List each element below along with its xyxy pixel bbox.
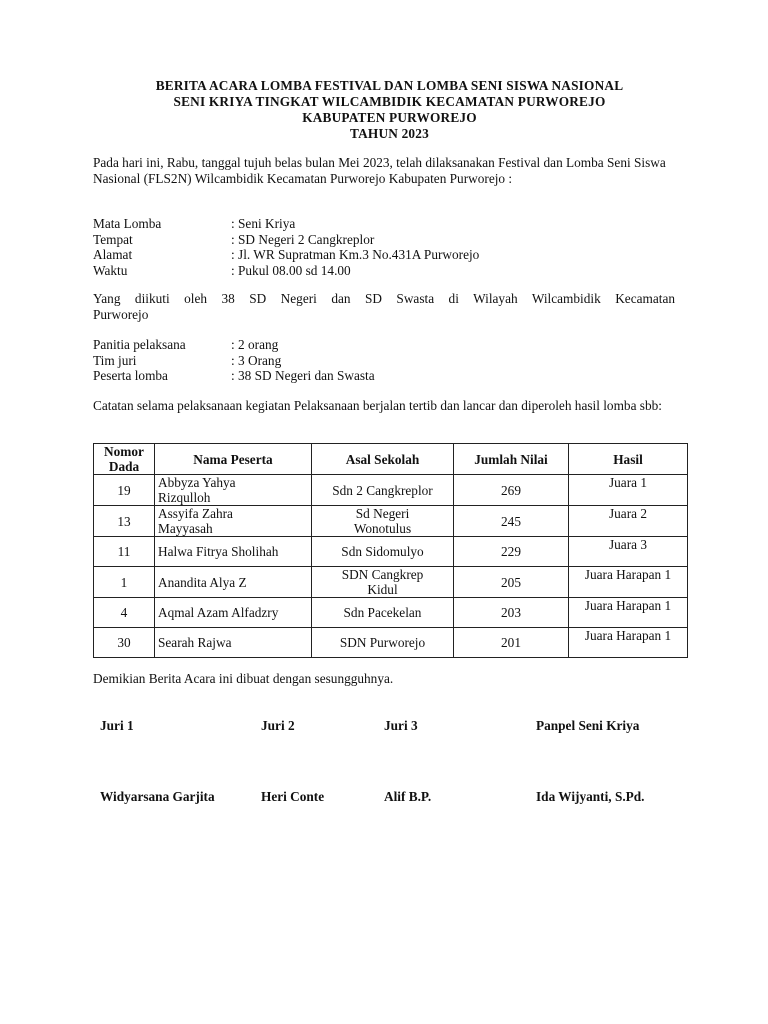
cell-hasil: Juara 1 xyxy=(569,475,688,506)
committee-row xyxy=(93,368,375,384)
cell-nama-line: Abbyza Yahya xyxy=(158,475,236,490)
cell-hasil: Juara Harapan 1 xyxy=(569,567,688,598)
cell-asal xyxy=(312,567,454,598)
cell-asal-line: Sd Negeri xyxy=(355,506,410,521)
header-nomor xyxy=(94,444,155,475)
cell-nomor: 4 xyxy=(94,598,155,628)
signature-name-juri-3: Alif B.P. xyxy=(384,789,432,804)
cell-nilai: 245 xyxy=(454,506,569,537)
cell-nama xyxy=(155,475,312,506)
table-row xyxy=(94,475,688,506)
committee-value: : 2 orang xyxy=(231,337,279,352)
cell-asal-line: SDN Purworejo xyxy=(339,635,426,650)
committee-key: Tim juri xyxy=(93,352,137,368)
closing-statement: Demikian Berita Acara ini dibuat dengan sesungguhnya. xyxy=(93,671,394,686)
table-row xyxy=(94,506,688,537)
table-row xyxy=(94,628,688,658)
cell-asal xyxy=(312,628,454,658)
committee-details xyxy=(93,337,375,384)
committee-value: : 3 Orang xyxy=(231,352,282,368)
cell-asal xyxy=(312,506,454,537)
cell-nama xyxy=(155,537,312,567)
cell-nomor: 30 xyxy=(94,628,155,658)
signature-name-panpel: Ida Wijyanti, S.Pd. xyxy=(536,789,645,804)
event-details xyxy=(93,216,479,278)
cell-nilai: 203 xyxy=(454,598,569,628)
cell-asal-line: Sdn Sidomulyo xyxy=(341,544,424,559)
cell-hasil: Juara Harapan 1 xyxy=(569,598,688,628)
detail-key: Tempat xyxy=(93,231,133,247)
signature-role-juri-3: Juri 3 xyxy=(384,718,418,733)
cell-hasil: Juara Harapan 1 xyxy=(569,628,688,658)
cell-asal-line: Sdn 2 Cangkreplor xyxy=(332,482,433,498)
cell-nama-line: Anandita Alya Z xyxy=(158,574,247,590)
cell-nilai: 205 xyxy=(454,567,569,598)
detail-value: : SD Negeri 2 Cangkreplor xyxy=(231,231,375,247)
signature-role-panpel: Panpel Seni Kriya xyxy=(536,718,640,733)
table-row xyxy=(94,598,688,628)
cell-nama-line: Aqmal Azam Alfadzry xyxy=(158,605,279,620)
cell-nama xyxy=(155,506,312,537)
cell-nomor: 19 xyxy=(94,475,155,506)
intro-paragraph: Pada hari ini, Rabu, tanggal tujuh belas bulan Mei 2023, telah dilaksanakan Festival dan Lomba Seni Siswa Nasional (FLS2N) Wilcambidik Kecamatan Purworejo Kabupaten Purworejo : xyxy=(93,155,666,186)
cell-nama-line: Rizqulloh xyxy=(158,490,211,505)
cell-asal-line: Sdn Pacekelan xyxy=(343,605,422,620)
committee-value: : 38 SD Negeri dan Swasta xyxy=(231,368,375,383)
committee-row xyxy=(93,353,375,369)
title-line: KABUPATEN PURWOREJO xyxy=(302,110,477,125)
cell-asal xyxy=(312,475,454,506)
signature-role-juri-1: Juri 1 xyxy=(100,718,134,733)
committee-key: Panitia pelaksana xyxy=(93,337,186,352)
title-line: SENI KRIYA TINGKAT WILCAMBIDIK KECAMATAN PURWOREJO xyxy=(173,94,606,109)
detail-value: : Pukul 08.00 sd 14.00 xyxy=(231,262,351,278)
cell-nilai: 201 xyxy=(454,628,569,658)
detail-key: Mata Lomba xyxy=(93,216,162,231)
results-table xyxy=(93,443,688,658)
detail-key: Waktu xyxy=(93,262,128,278)
cell-nama xyxy=(155,567,312,598)
table-row xyxy=(94,537,688,567)
header-hasil: Hasil xyxy=(569,444,688,475)
document-title xyxy=(93,78,686,142)
committee-key: Peserta lomba xyxy=(93,368,168,383)
cell-nama-line: Mayyasah xyxy=(158,521,213,536)
cell-asal-line: Wonotulus xyxy=(353,521,412,536)
cell-nama-line: Halwa Fitrya Sholihah xyxy=(158,544,279,559)
notes-paragraph: Catatan selama pelaksanaan kegiatan Pelaksanaan berjalan tertib dan lancar dan diperoleh hasil lomba sbb: xyxy=(93,398,662,413)
cell-nilai: 269 xyxy=(454,475,569,506)
header-nilai: Jumlah Nilai xyxy=(454,444,569,475)
cell-nama xyxy=(155,628,312,658)
header-nama: Nama Peserta xyxy=(155,444,312,475)
cell-asal xyxy=(312,537,454,567)
detail-row xyxy=(93,247,479,263)
signature-name-juri-2: Heri Conte xyxy=(261,789,325,804)
cell-nama-line: Assyifa Zahra xyxy=(158,506,233,521)
committee-row xyxy=(93,337,375,353)
cell-asal-line: SDN Cangkrep xyxy=(341,567,424,582)
participants-paragraph xyxy=(93,291,675,323)
header-asal: Asal Sekolah xyxy=(312,444,454,475)
cell-nomor: 13 xyxy=(94,506,155,537)
participants-line: Yang diikuti oleh 38 SD Negeri dan SD Swasta di Wilayah Wilcambidik Kecamatan xyxy=(93,291,675,306)
detail-key: Alamat xyxy=(93,247,133,262)
signature-name-juri-1: Widyarsana Garjita xyxy=(100,789,215,804)
signature-role-juri-2: Juri 2 xyxy=(261,718,295,733)
detail-row xyxy=(93,216,479,232)
cell-nomor: 1 xyxy=(94,567,155,598)
cell-nomor: 11 xyxy=(94,537,155,567)
header-nomor-line2: Dada xyxy=(108,459,140,474)
cell-nama xyxy=(155,598,312,628)
detail-row xyxy=(93,232,479,248)
cell-nilai: 229 xyxy=(454,537,569,567)
table-header-row xyxy=(94,444,688,475)
title-line: BERITA ACARA LOMBA FESTIVAL DAN LOMBA SENI SISWA NASIONAL xyxy=(155,78,624,93)
cell-asal xyxy=(312,598,454,628)
cell-hasil: Juara 2 xyxy=(569,506,688,537)
detail-value: : Jl. WR Supratman Km.3 No.431A Purworejo xyxy=(231,247,480,262)
cell-nama-line: Searah Rajwa xyxy=(158,635,232,650)
header-nomor-line1: Nomor xyxy=(104,444,144,459)
detail-row xyxy=(93,263,479,279)
participants-line: Purworejo xyxy=(93,307,149,322)
detail-value: : Seni Kriya xyxy=(231,216,296,231)
cell-asal-line: Kidul xyxy=(367,582,398,597)
cell-hasil: Juara 3 xyxy=(569,537,688,567)
title-line: TAHUN 2023 xyxy=(350,126,429,141)
table-row xyxy=(94,567,688,598)
